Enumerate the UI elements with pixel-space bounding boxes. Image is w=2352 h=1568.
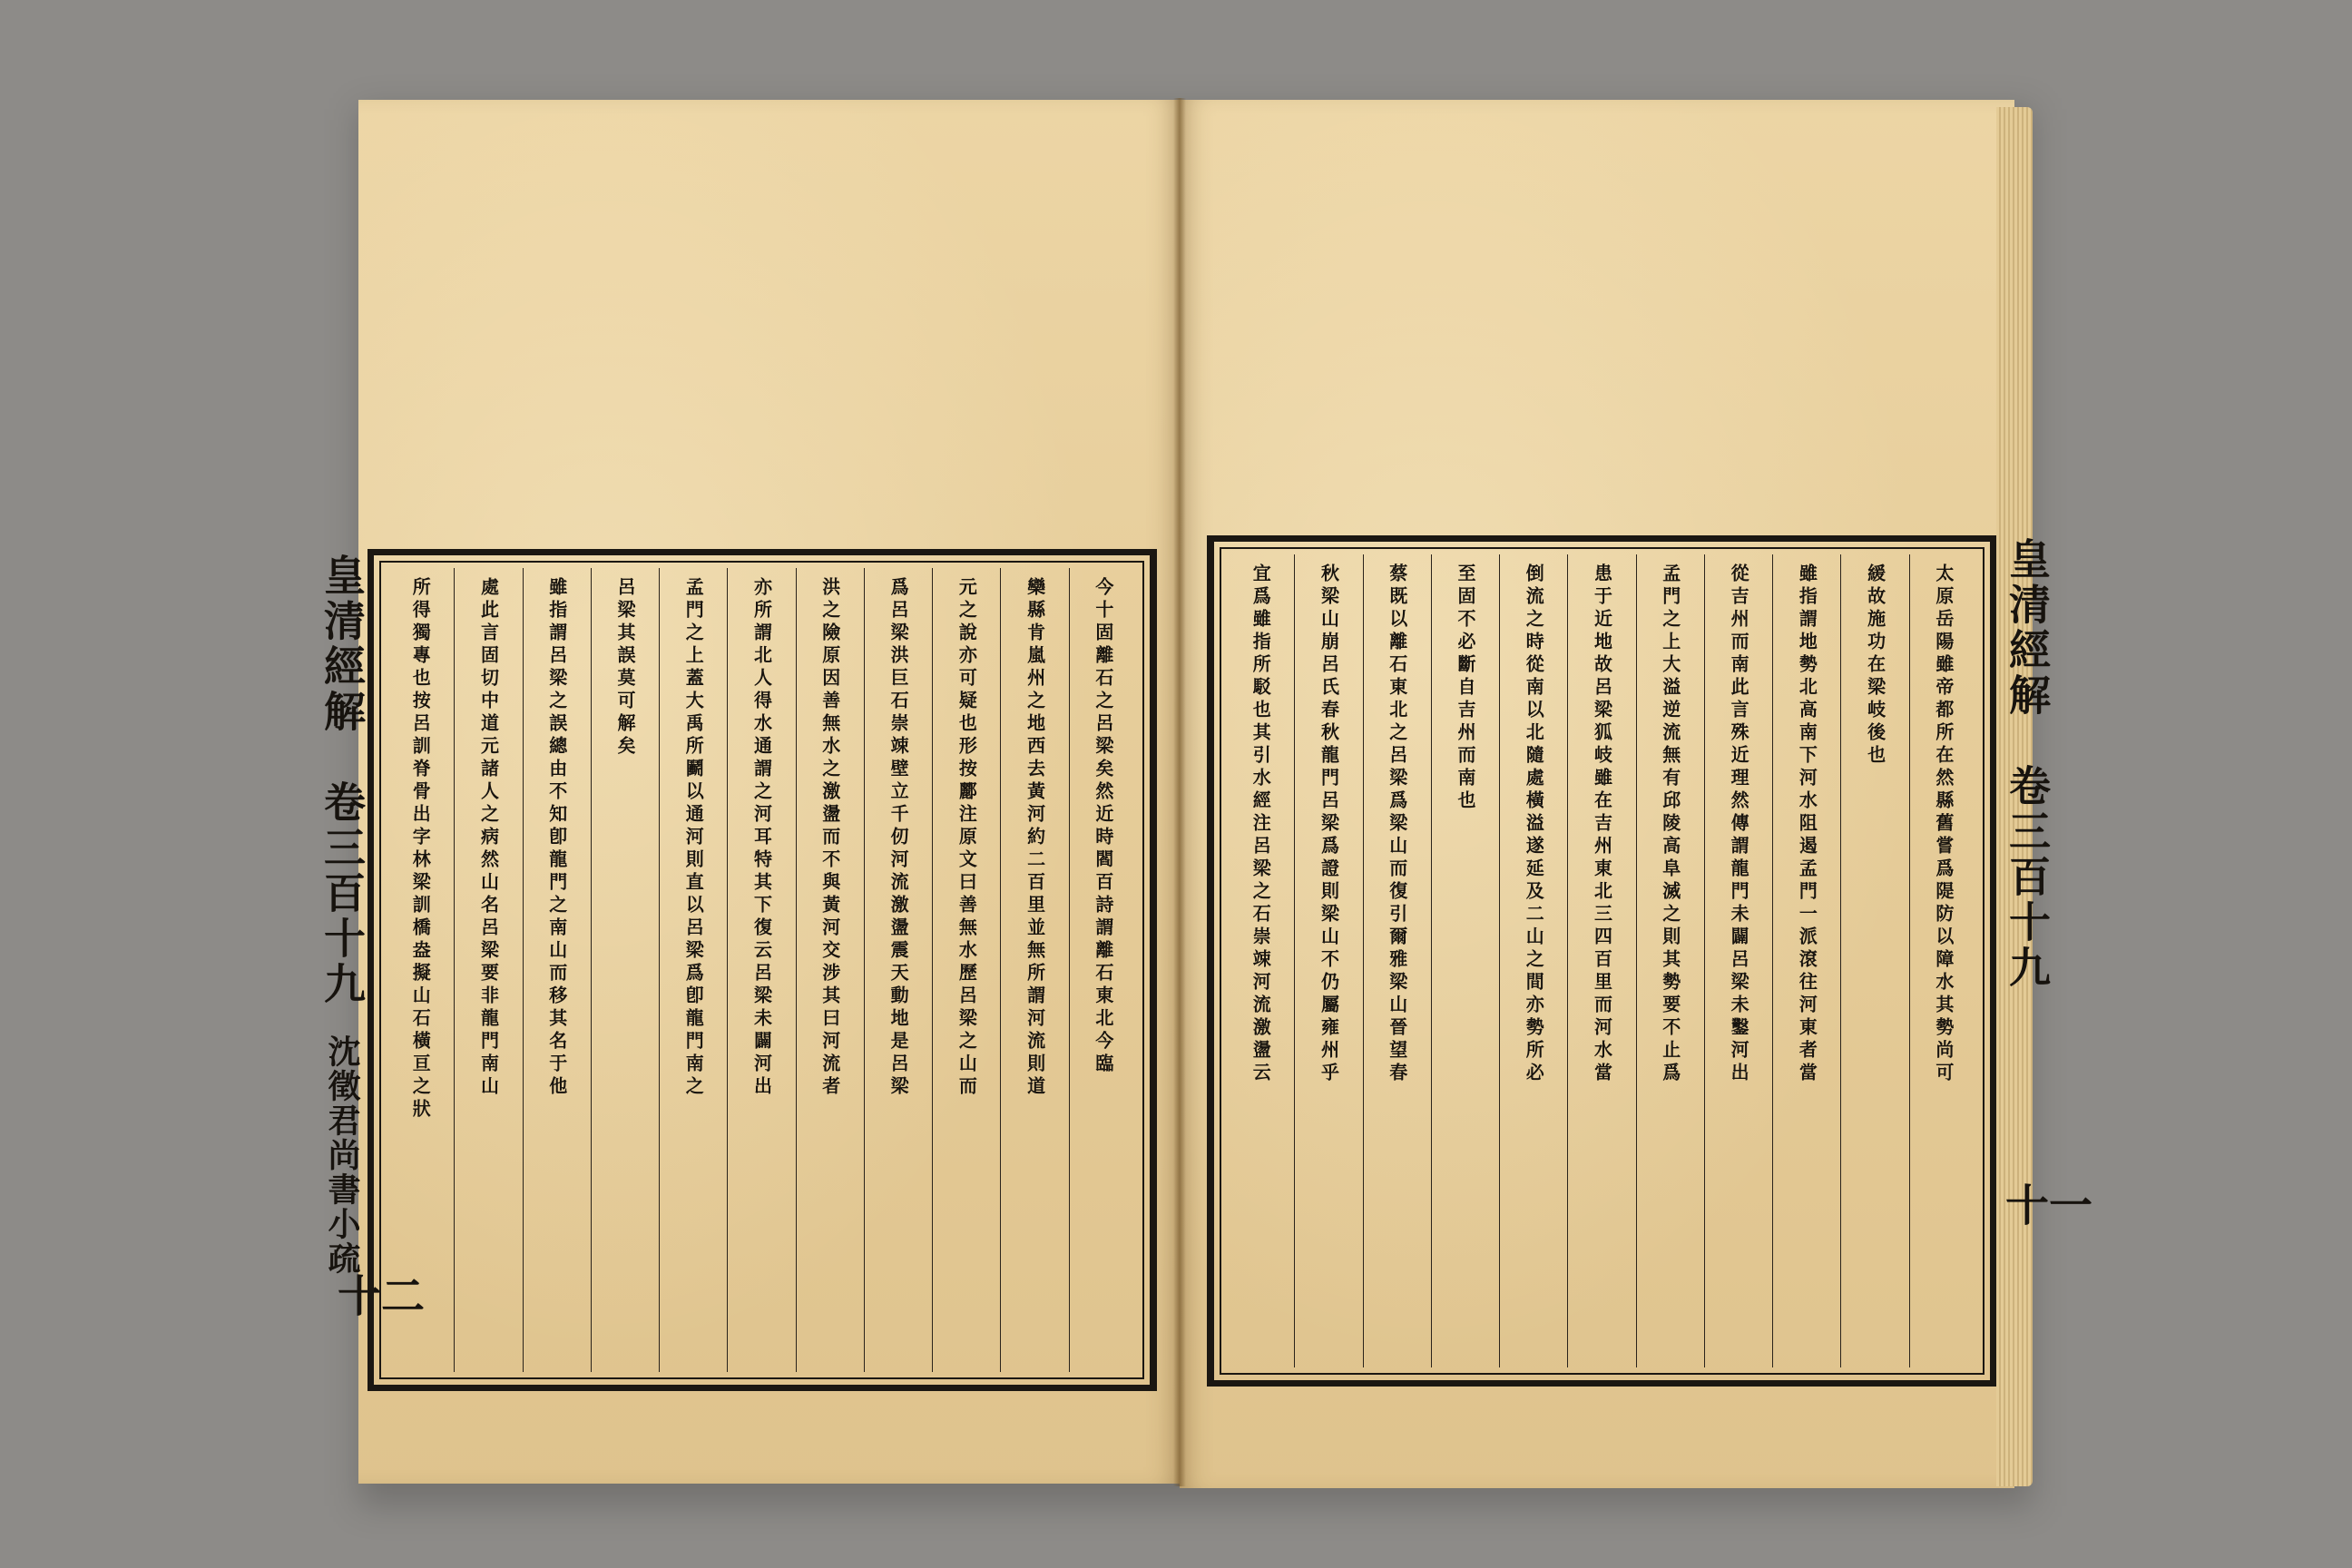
left-column-text: 所得獨專也按呂訓脊骨出字林梁訓橋盎擬山石橫亘之狀 — [409, 577, 432, 1122]
left-margin-volume: 卷三百十九 — [318, 780, 367, 1008]
right-folio: 十一 — [2005, 1181, 2093, 1231]
right-column-text: 雖指謂地勢北高南下河水阻遏孟門一派滾往河東者當 — [1796, 564, 1818, 1085]
right-column-1 — [1909, 554, 1977, 1367]
right-column-text: 緩故施功在梁岐後也 — [1864, 564, 1886, 768]
left-column-8 — [591, 568, 659, 1372]
left-column-text: 元之說亦可疑也形按酈注原文曰善無水歷呂梁之山而 — [956, 577, 978, 1099]
left-column-3 — [932, 568, 1000, 1372]
right-column-text: 蔡既以離石東北之呂梁爲梁山而復引爾雅梁山晉望春 — [1386, 564, 1408, 1085]
right-margin-column — [2001, 537, 2053, 991]
right-column-9 — [1363, 554, 1431, 1367]
left-column-text: 洪之險原因善無水之激盪而不與黃河交涉其曰河流者 — [818, 577, 841, 1099]
right-column-text: 患于近地故呂梁狐岐雖在吉州東北三四百里而河水當 — [1591, 564, 1613, 1085]
left-column-text: 爲呂梁洪巨石崇竦壁立千仞河流激盪震天動地是呂梁 — [887, 577, 910, 1099]
right-columns — [1227, 554, 1977, 1367]
left-column-text: 今十固離石之呂梁矣然近時閻百詩謂離石東北今臨 — [1092, 577, 1114, 1076]
left-column-text: 欒縣肯嵐州之地西去黃河約二百里並無所謂河流則道 — [1024, 577, 1046, 1099]
right-text-frame — [1207, 535, 1996, 1387]
left-column-11 — [387, 568, 454, 1372]
right-column-text: 太原岳陽雖帝都所在然縣舊嘗爲隄防以障水其勢尚可 — [1932, 564, 1955, 1085]
book-gutter — [1173, 98, 1186, 1486]
right-column-text: 從吉州而南此言殊近理然傳謂龍門未闢呂梁未鑿河出 — [1728, 564, 1750, 1085]
left-column-7 — [659, 568, 727, 1372]
right-column-6 — [1567, 554, 1635, 1367]
left-column-text: 孟門之上蓋大禹所鬬以通河則直以呂梁爲卽龍門南之 — [682, 577, 705, 1099]
right-column-3 — [1772, 554, 1840, 1367]
left-margin-column — [316, 554, 368, 1276]
left-column-4 — [864, 568, 932, 1372]
right-margin-header: 皇清經解 — [2003, 537, 2052, 719]
right-margin-volume: 卷三百十九 — [2003, 764, 2052, 992]
right-column-text: 至固不必斷自吉州而南也 — [1455, 564, 1476, 813]
right-column-10 — [1294, 554, 1362, 1367]
left-margin-subtitle: 沈徵君尚書小疏 — [323, 1034, 361, 1277]
left-column-text: 雖指謂呂梁之誤總由不知卽龍門之南山而移其名于他 — [545, 577, 568, 1099]
right-column-text: 倒流之時從南以北隨處橫溢遂延及二山之間亦勢所必 — [1523, 564, 1545, 1085]
right-column-text: 秋梁山崩呂氏春秋龍門呂梁爲證則梁山不仍屬雍州乎 — [1318, 564, 1340, 1085]
right-column-7 — [1499, 554, 1567, 1367]
left-column-2 — [1000, 568, 1068, 1372]
left-columns — [387, 568, 1137, 1372]
left-text-frame — [368, 549, 1157, 1391]
right-column-text: 孟門之上大溢逆流無有邱陵高阜滅之則其勢要不止爲 — [1659, 564, 1681, 1085]
left-column-text: 亦所謂北人得水通謂之河耳特其下復云呂梁未闢河出 — [750, 577, 773, 1099]
right-column-8 — [1431, 554, 1499, 1367]
left-margin-header: 皇清經解 — [318, 554, 367, 735]
left-column-1 — [1069, 568, 1137, 1372]
left-column-6 — [727, 568, 795, 1372]
left-column-10 — [454, 568, 522, 1372]
right-column-4 — [1704, 554, 1772, 1367]
left-column-5 — [796, 568, 864, 1372]
right-column-2 — [1840, 554, 1908, 1367]
left-folio: 十二 — [338, 1271, 426, 1322]
left-column-text: 呂梁其誤莫可解矣 — [614, 577, 636, 759]
right-column-5 — [1636, 554, 1704, 1367]
right-column-11 — [1227, 554, 1294, 1367]
left-column-9 — [523, 568, 591, 1372]
left-column-text: 處此言固切中道元諸人之病然山名呂梁要非龍門南山 — [477, 577, 500, 1099]
right-column-text: 宜爲雖指所駁也其引水經注呂梁之石崇竦河流激盪云 — [1250, 564, 1272, 1085]
